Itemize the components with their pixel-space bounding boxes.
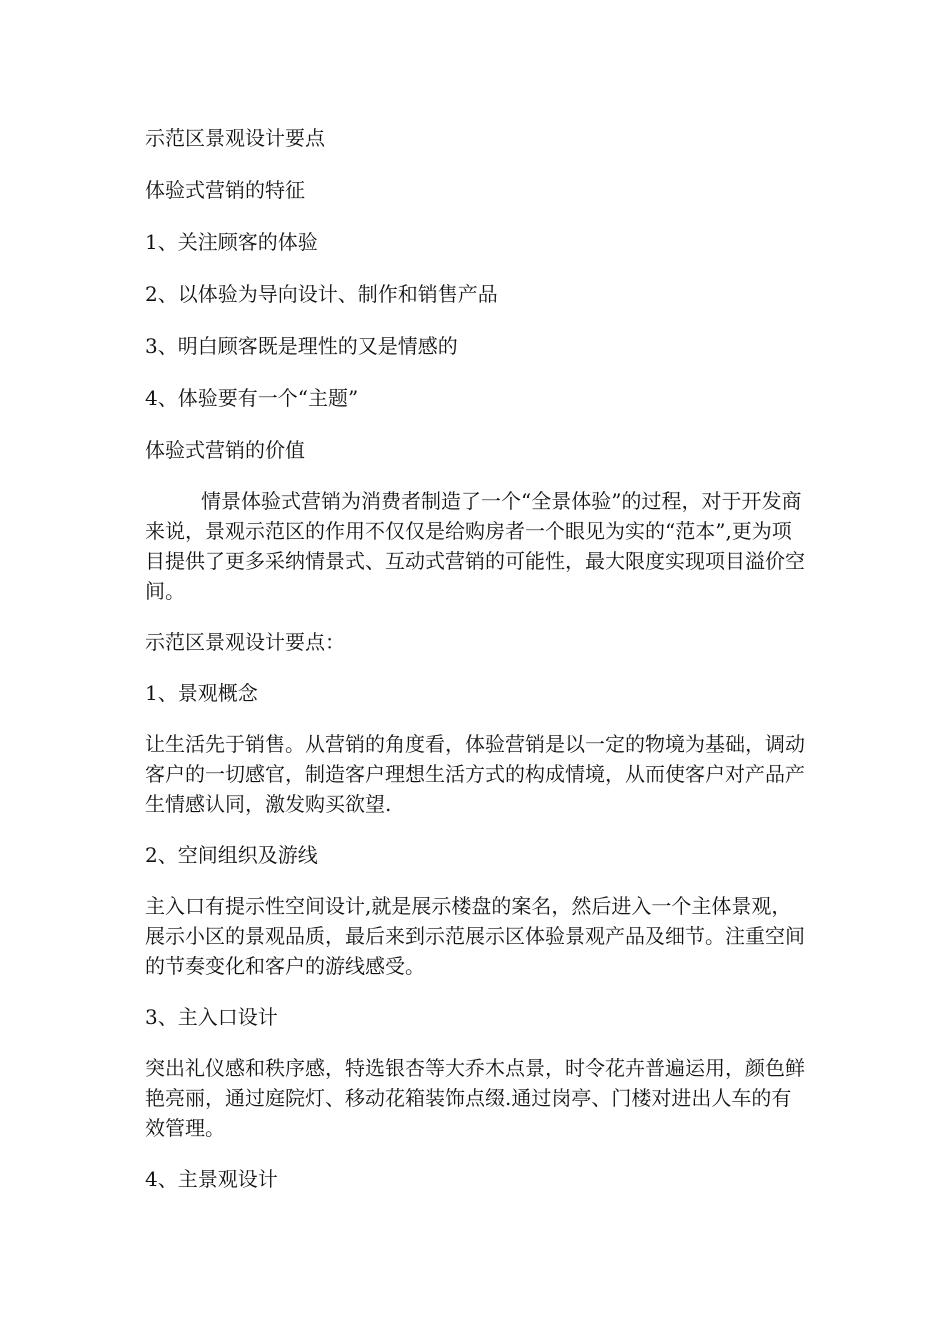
section-heading-design-points: 示范区景观设计要点： bbox=[145, 630, 345, 654]
point-body: 突出礼仪感和秩序感，特选银杏等大乔木点景，时令花卉普遍运用，颜色鲜艳亮丽，通过庭院灯、移动花箱装饰点缀.通过岗亭、门楼对进出人车的有效管理。 bbox=[145, 1056, 805, 1140]
point-heading: 1、景观概念 bbox=[145, 681, 258, 705]
document-title: 示范区景观设计要点 bbox=[145, 126, 325, 150]
document-page bbox=[145, 123, 810, 1194]
point-body: 让生活先于销售。从营销的角度看，体验营销是以一定的物境为基础，调动客户的一切感官，制造客户理想生活方式的构成情境，从而使客户对产品产生情感认同，激发购买欲望. bbox=[145, 732, 805, 816]
feature-item: 3、明白顾客既是理性的又是情感的 bbox=[145, 334, 458, 358]
value-paragraph: 情景体验式营销为消费者制造了一个“全景体验”的过程，对于开发商来说，景观示范区的作用不仅仅是给购房者一个眼见为实的“范本”,更为项目提供了更多采纳情景式、互动式营销的可能性，最大限度实现项目溢价空间。 bbox=[145, 489, 805, 603]
section-heading-features: 体验式营销的特征 bbox=[145, 178, 305, 202]
feature-item: 1、关注顾客的体验 bbox=[145, 230, 318, 254]
section-heading-value: 体验式营销的价值 bbox=[145, 438, 305, 462]
feature-item: 4、体验要有一个“主题” bbox=[145, 386, 359, 410]
point-heading: 3、主入口设计 bbox=[145, 1005, 278, 1029]
feature-item: 2、以体验为导向设计、制作和销售产品 bbox=[145, 282, 498, 306]
point-heading: 4、主景观设计 bbox=[145, 1167, 278, 1191]
point-heading: 2、空间组织及游线 bbox=[145, 843, 318, 867]
point-body: 主入口有提示性空间设计,就是展示楼盘的案名，然后进入一个主体景观，展示小区的景观品质，最后来到示范展示区体验景观产品及细节。注重空间的节奏变化和客户的游线感受。 bbox=[145, 894, 805, 978]
